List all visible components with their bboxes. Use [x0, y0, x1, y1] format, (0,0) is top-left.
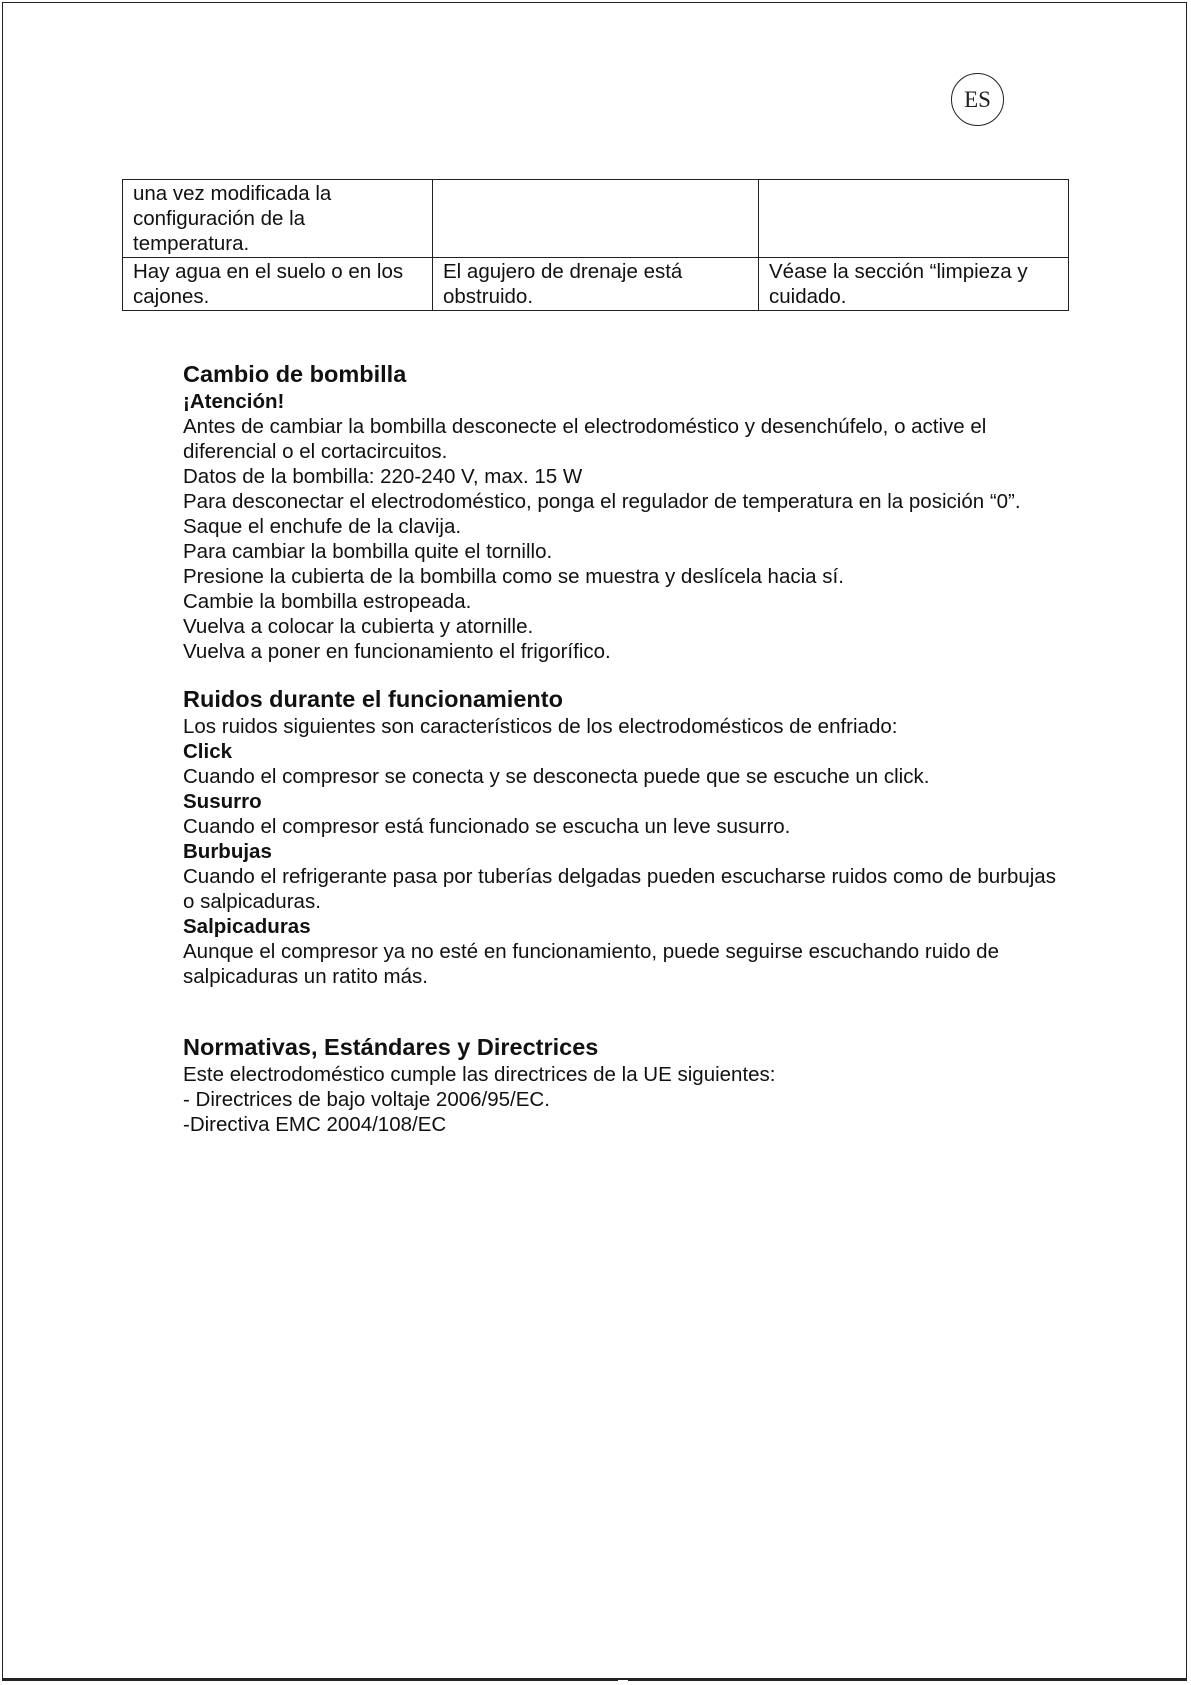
paragraph: Presione la cubierta de la bombilla como se muestra y deslícela hacia sí.	[183, 565, 844, 588]
section-heading: Ruidos durante el funcionamiento	[183, 686, 563, 712]
noise-type-label: Click	[183, 740, 232, 763]
table-cell-solution	[759, 180, 1069, 258]
paragraph: Para desconectar el electrodoméstico, ponga el regulador de temperatura en la posición “0”.	[183, 490, 1021, 513]
table-cell-solution: Véase la sección “limpieza y cuidado.	[759, 258, 1069, 311]
table-row	[123, 258, 1069, 311]
paragraph: Cuando el compresor se conecta y se desconecta puede que se escuche un click.	[183, 765, 930, 788]
noise-type-label: Susurro	[183, 790, 262, 813]
paragraph: -Directiva EMC 2004/108/EC	[183, 1113, 447, 1136]
paragraph: Cuando el refrigerante pasa por tuberías delgadas pueden escucharse ruidos como de burbujas o salpicaduras.	[183, 865, 1056, 913]
table-cell-problem: Hay agua en el suelo o en los cajones.	[123, 258, 433, 311]
paragraph: Aunque el compresor ya no esté en funcionamiento, puede seguirse escuchando ruido de salpicaduras un ratito más.	[183, 940, 999, 988]
language-badge: ES	[951, 73, 1004, 126]
paragraph: Vuelva a colocar la cubierta y atornille.	[183, 615, 534, 638]
paragraph: Los ruidos siguientes son característicos de los electrodomésticos de enfriado:	[183, 715, 898, 738]
paragraph: Cuando el compresor está funcionado se escucha un leve susurro.	[183, 815, 791, 838]
noise-section	[183, 684, 1063, 989]
paragraph: - Directrices de bajo voltaje 2006/95/EC.	[183, 1088, 550, 1111]
paragraph: Este electrodoméstico cumple las directrices de la UE siguientes:	[183, 1063, 776, 1086]
paragraph: Antes de cambiar la bombilla desconecte el electrodoméstico y desenchúfelo, o active el diferencial o el cortacircuitos.	[183, 415, 987, 463]
table-cell-cause	[433, 180, 759, 258]
paragraph: Cambie la bombilla estropeada.	[183, 590, 472, 613]
noise-type-label: Salpicaduras	[183, 915, 311, 938]
table-row	[123, 180, 1069, 258]
paragraph: Saque el enchufe de la clavija.	[183, 515, 462, 538]
paragraph: Para cambiar la bombilla quite el tornillo.	[183, 540, 553, 563]
table-cell-problem: una vez modificada la configuración de la temperatura.	[123, 180, 433, 258]
troubleshooting-table	[122, 179, 1069, 311]
paragraph: Datos de la bombilla: 220-240 V, max. 15 W	[183, 465, 583, 488]
table-cell-cause: El agujero de drenaje está obstruido.	[433, 258, 759, 311]
footer-gap	[618, 1680, 628, 1682]
section-heading: Cambio de bombilla	[183, 361, 407, 387]
section-heading: Normativas, Estándares y Directrices	[183, 1034, 599, 1060]
bulb-section	[183, 359, 1063, 664]
main-content	[183, 359, 1063, 1137]
norms-section	[183, 1032, 1063, 1137]
paragraph: Vuelva a poner en funcionamiento el frigorífico.	[183, 640, 611, 663]
noise-type-label: Burbujas	[183, 840, 272, 863]
warning-label: ¡Atención!	[183, 390, 285, 413]
